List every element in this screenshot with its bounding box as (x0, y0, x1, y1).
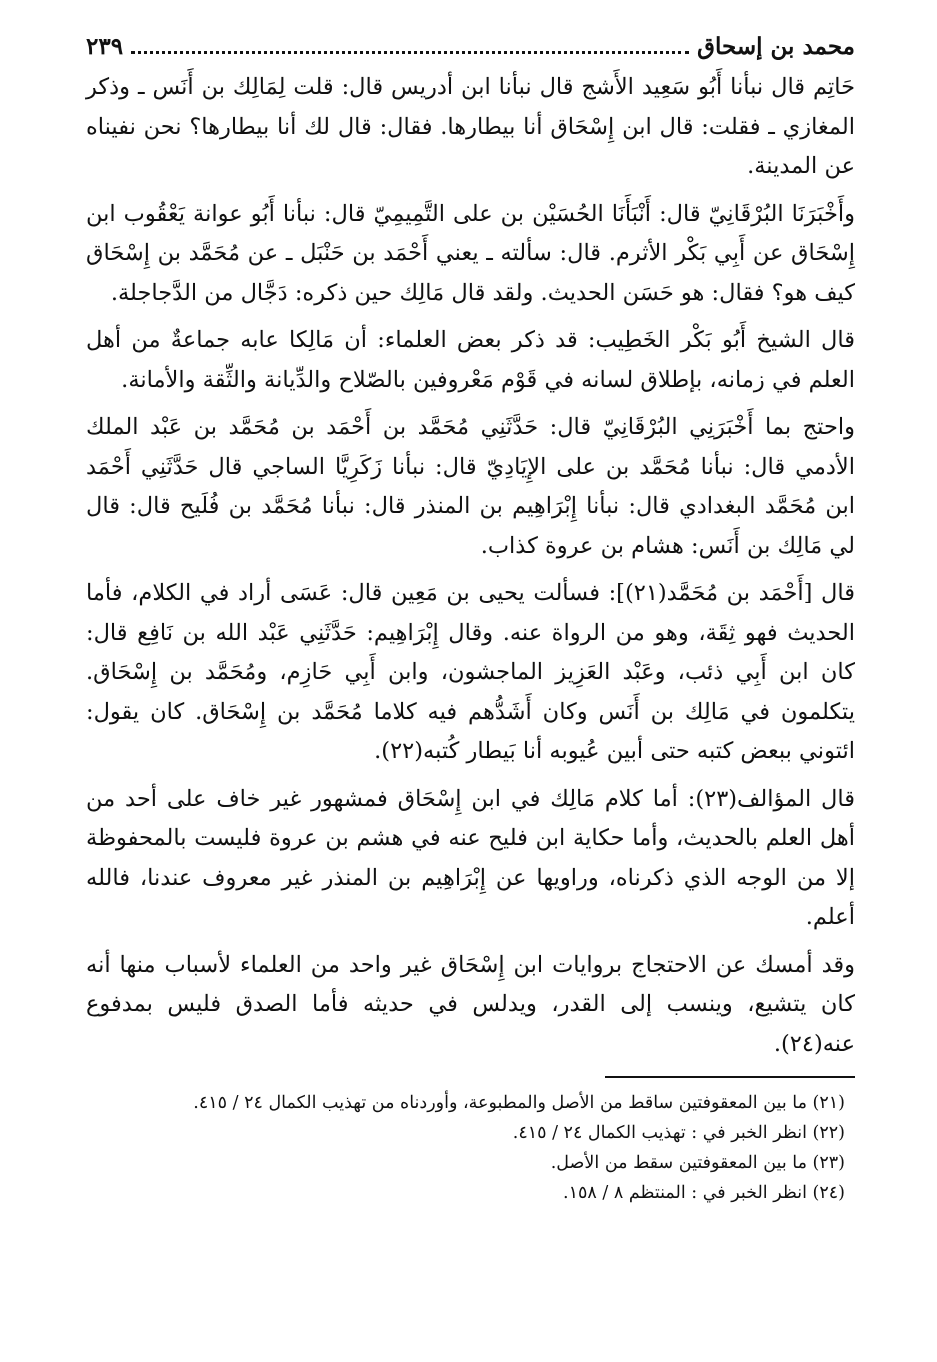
paragraph: واحتج بما أَخْبَرَنِي البُرْقَانِيّ قال: حَدَّثَنِي مُحَمَّد بن أَحْمَد بن مُحَمَّد بن عَبْد الملك الأدمي قال: نبأنا مُحَمَّد بن على الإِيَادِيّ قال: نبأنا زَكَرِيَّا الساجي قال حَدَّثَنِي أَحْمَد ابن مُحَمَّد البغدادي قال: نبأنا إِبْرَاهِيم بن المنذر قال: نبأنا مُحَمَّد بن فُلَيح قال: قال لي مَالِك بن أَنَس: هشام بن عروة كذاب. (86, 414, 855, 559)
footnote-divider (605, 1076, 855, 1078)
header-dot-leader (131, 51, 689, 54)
running-title: محمد بن إسحاق (697, 32, 855, 60)
footnotes (86, 1088, 855, 1208)
footnote: (٢١) ما بين المعقوفتين ساقط من الأصل والمطبوعة، وأوردناه من تهذيب الكمال ٢٤ / ٤١٥. (193, 1093, 845, 1113)
paragraph: قال [أَحْمَد بن مُحَمَّد(٢١)]: فسألت يحيى بن مَعِين قال: عَسَى أراد في الكلام، فأما الحديث فهو ثِقَة، وهو من الرواة عنه. وقال إِبْرَاهِيم: حَدَّثَنِي عَبْد الله بن نَافِع قال: كان ابن أَبِي ذئب، وعَبْد العَزِيز الماجشون، وابن أَبِي حَازِم، ومُحَمَّد بن إِسْحَاق. يتكلمون في مَالِك بن أَنَس وكان أَشَدُّهم فيه كلاما مُحَمَّد بن إِسْحَاق. كان يقول: ائتوني ببعض كتبه حتى أبين عُيوبه أنا بَيطار كُتبه(٢٢). (86, 580, 855, 764)
paragraph: حَاتِم قال نبأنا أَبُو سَعِيد الأَشج قال نبأنا ابن أدريس قال: قلت لِمَالِك بن أَنَس ـ وذكر المغازي ـ فقلت: قال ابن إِسْحَاق أنا بيطارها. فقال: قال لك أنا بيطارها؟ نحن نفيناه عن المدينة. (86, 74, 855, 179)
footnote: (٢٤) انظر الخبر في : المنتظم ٨ / ١٥٨. (563, 1183, 845, 1203)
paragraph: قال الشيخ أَبُو بَكْر الخَطِيب: قد ذكر بعض العلماء: أن مَالِكا عابه جماعةٌ من أهل العلم في زمانه، بإطلاق لسانه في قَوْم مَعْروفين بالصّلاح والدِّيانة والثِّقة والأمانة. (86, 327, 855, 393)
page-number: ٢٣٩ (86, 32, 124, 60)
footnote: (٢٣) ما بين المعقوفتين سقط من الأصل. (550, 1153, 845, 1173)
footnote: (٢٢) انظر الخبر في : تهذيب الكمال ٢٤ / ٤١٥. (512, 1123, 845, 1143)
paragraph: وأَخْبَرَنَا البُرْقَانِيّ قال: أَنْبَأَنَا الحُسَيْن بن على التَّمِيمِيّ قال: نبأنا أَبُو عوانة يَعْقُوب ابن إِسْحَاق عن أَبِي بَكْر الأثرم. قال: سألته ـ يعني أَحْمَد بن حَنْبَل ـ عن مُحَمَّد بن إِسْحَاق كيف هو؟ فقال: هو حَسَن الحديث. ولقد قال مَالِك حين ذكره: دَجَّال من الدَّجاجلة. (86, 200, 855, 306)
paragraph: وقد أمسك عن الاحتجاج بروايات ابن إِسْحَاق غير واحد من العلماء لأسباب منها أنه كان يتشيع، وينسب إلى القدر، ويدلس في حديثه فأما الصدق فليس بمدفوع عنه(٢٤). (86, 951, 855, 1057)
running-header (86, 28, 855, 64)
body-text (86, 68, 855, 1064)
paragraph: قال المؤالف(٢٣): أما كلام مَالِك في ابن إِسْحَاق فمشهور غير خاف على أحد من أهل العلم بالحديث، وأما حكاية ابن فليح عنه في هشم بن عروة فليست بالمحفوظة إلا من الوجه الذي ذكرناه، وراويها عن إِبْرَاهِيم بن المنذر غير معروف عندنا، فالله أعلم. (86, 785, 856, 930)
